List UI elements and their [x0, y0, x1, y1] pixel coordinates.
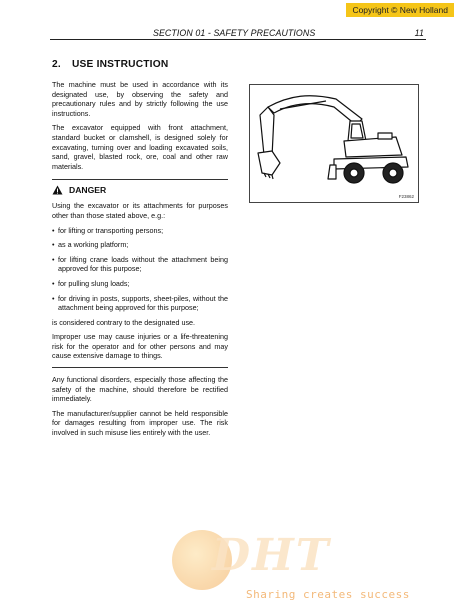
danger-intro: Using the excavator or its attachments for purposes other than those stated above, e.g.: [52, 201, 228, 220]
main-column [52, 80, 228, 443]
danger-risk: Improper use may cause injuries or a life-threatening risk for the operator and for other persons and may cause extensive damage to things. [52, 332, 228, 361]
figure-code: F23862 [398, 194, 414, 199]
list-item: • for driving in posts, supports, sheet-piles, without the attachment being approved for this purpose; [52, 293, 228, 313]
after-paragraph-1: Any functional disorders, especially those affecting the safety of the machine, should therefore be rectified immediately. [52, 375, 228, 404]
danger-conclusion: is considered contrary to the designated use. [52, 317, 196, 327]
watermark [172, 524, 452, 608]
excavator-figure [249, 84, 419, 203]
watermark-tagline: Sharing creates success [246, 588, 410, 601]
danger-top-rule [52, 179, 228, 180]
after-paragraph-2: The manufacturer/supplier cannot be held responsible for damages resulting from improper use. The risk involved in such misuse lies entirely with the user. [52, 408, 228, 438]
excavator-illustration [250, 85, 418, 202]
section-heading [52, 59, 168, 70]
warning-icon [52, 185, 63, 195]
list-item: • for lifting or transporting persons; [52, 225, 164, 235]
header-rule [50, 39, 426, 40]
danger-bottom-rule [52, 367, 228, 368]
page-number: 11 [414, 28, 424, 38]
heading-number: 2. [52, 59, 61, 70]
heading-title: USE INSTRUCTION [72, 59, 169, 70]
intro-paragraph-2: The excavator equipped with front attachment, standard bucket or clamshell, is designed solely for excavating, turning over and loading excavated soils, sand, gravel, blasted rock, ore, coal and other raw materials. [52, 123, 228, 171]
danger-label: DANGER [69, 184, 107, 195]
list-item: • for pulling slung loads; [52, 278, 130, 288]
list-item: • as a working platform; [52, 240, 129, 250]
section-title: SECTION 01 - SAFETY PRECAUTIONS [153, 28, 316, 38]
list-item: • for lifting crane loads without the attachment being approved for this purpose; [52, 254, 228, 274]
watermark-letters: DHT [212, 530, 331, 581]
danger-heading [52, 185, 228, 195]
copyright-badge: Copyright © New Holland [346, 3, 454, 17]
intro-paragraph-1: The machine must be used in accordance with its designated use, by observing the safety and precautionary rules and by strictly following the use instructions. [52, 80, 228, 118]
